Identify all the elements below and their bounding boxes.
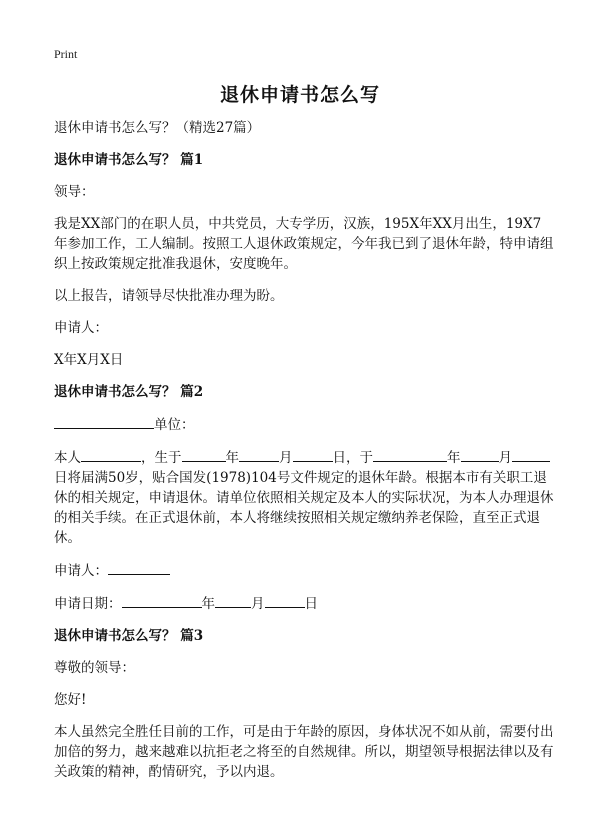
page-title: 退休申请书怎么写 xyxy=(219,84,380,106)
birth-month-blank xyxy=(239,447,279,462)
date-month-label: 月 xyxy=(251,596,265,612)
date-day-label: 日 xyxy=(304,596,318,612)
section-2-body xyxy=(54,447,554,548)
section-3-hello: 您好! xyxy=(54,692,87,708)
section-1-heading: 退休申请书怎么写？ 篇1 xyxy=(54,152,204,168)
document-subtitle: 退休申请书怎么写？（精选27篇） xyxy=(54,120,261,136)
body-text-1: 本人 xyxy=(54,450,81,466)
section-2-applicant-line xyxy=(54,560,554,581)
section-3-heading: 退休申请书怎么写？ 篇3 xyxy=(54,628,204,644)
body-text-6: 年 xyxy=(447,450,461,466)
section-1-applicant: 申请人： xyxy=(54,320,108,336)
retire-day-blank xyxy=(512,447,550,462)
body-text-8: 日将届满50岁，贴合国发(1978)104号文件规定的退休年龄。根据本市有关职工退休的相关规定，申请退休。请单位依照相关规定及本人的实际状况，为本人办理退休的相关手续。在正式退休前，本人将继续按照相关规定缴纳养老保险，直至正式退休。 xyxy=(54,470,554,546)
section-1-closing: 以上报告，请领导尽快批准办理为盼。 xyxy=(54,288,284,304)
section-3-greeting: 尊敬的领导： xyxy=(54,660,135,676)
date-day-blank xyxy=(265,593,305,608)
unit-label: 单位： xyxy=(154,417,195,433)
applicant-label: 申请人： xyxy=(54,563,108,579)
section-2-unit-line xyxy=(54,414,554,435)
body-text-2: ，生于 xyxy=(141,450,182,466)
body-text-5: 日，于 xyxy=(332,450,373,466)
unit-blank xyxy=(54,414,154,429)
name-blank xyxy=(81,447,141,462)
body-text-7: 月 xyxy=(498,450,512,466)
applicant-blank xyxy=(108,560,170,575)
date-label: 申请日期： xyxy=(54,596,122,612)
date-year-label: 年 xyxy=(201,596,215,612)
birth-year-blank xyxy=(182,447,226,462)
date-year-blank xyxy=(122,593,202,608)
retire-year-blank xyxy=(373,447,447,462)
section-3-body: 本人虽然完全胜任目前的工作，可是由于年龄的原因，身体状况不如从前，需要付出加倍的努力，越来越难以抗拒老之将至的自然规律。所以，期望领导根据法律以及有关政策的精神，酌情研究，予以内退。 xyxy=(54,724,554,780)
print-label: Print xyxy=(54,47,78,61)
date-month-blank xyxy=(215,593,251,608)
retire-month-blank xyxy=(461,447,499,462)
section-2-heading: 退休申请书怎么写？ 篇2 xyxy=(54,384,204,400)
section-1-date: X年X月X日 xyxy=(54,352,124,368)
birth-day-blank xyxy=(293,447,333,462)
section-1-body: 我是XX部门的在职人员，中共党员，大专学历，汉族，195X年XX月出生，19X7年参加工作，工人编制。按照工人退休政策规定，今年我已到了退休年龄，特申请组织上按政策规定批准我退休，安度晚年。 xyxy=(54,216,554,272)
document-body xyxy=(54,118,554,794)
body-text-3: 年 xyxy=(225,450,239,466)
body-text-4: 月 xyxy=(279,450,293,466)
section-2-date-line xyxy=(54,593,554,614)
section-1-greeting: 领导： xyxy=(54,184,95,200)
